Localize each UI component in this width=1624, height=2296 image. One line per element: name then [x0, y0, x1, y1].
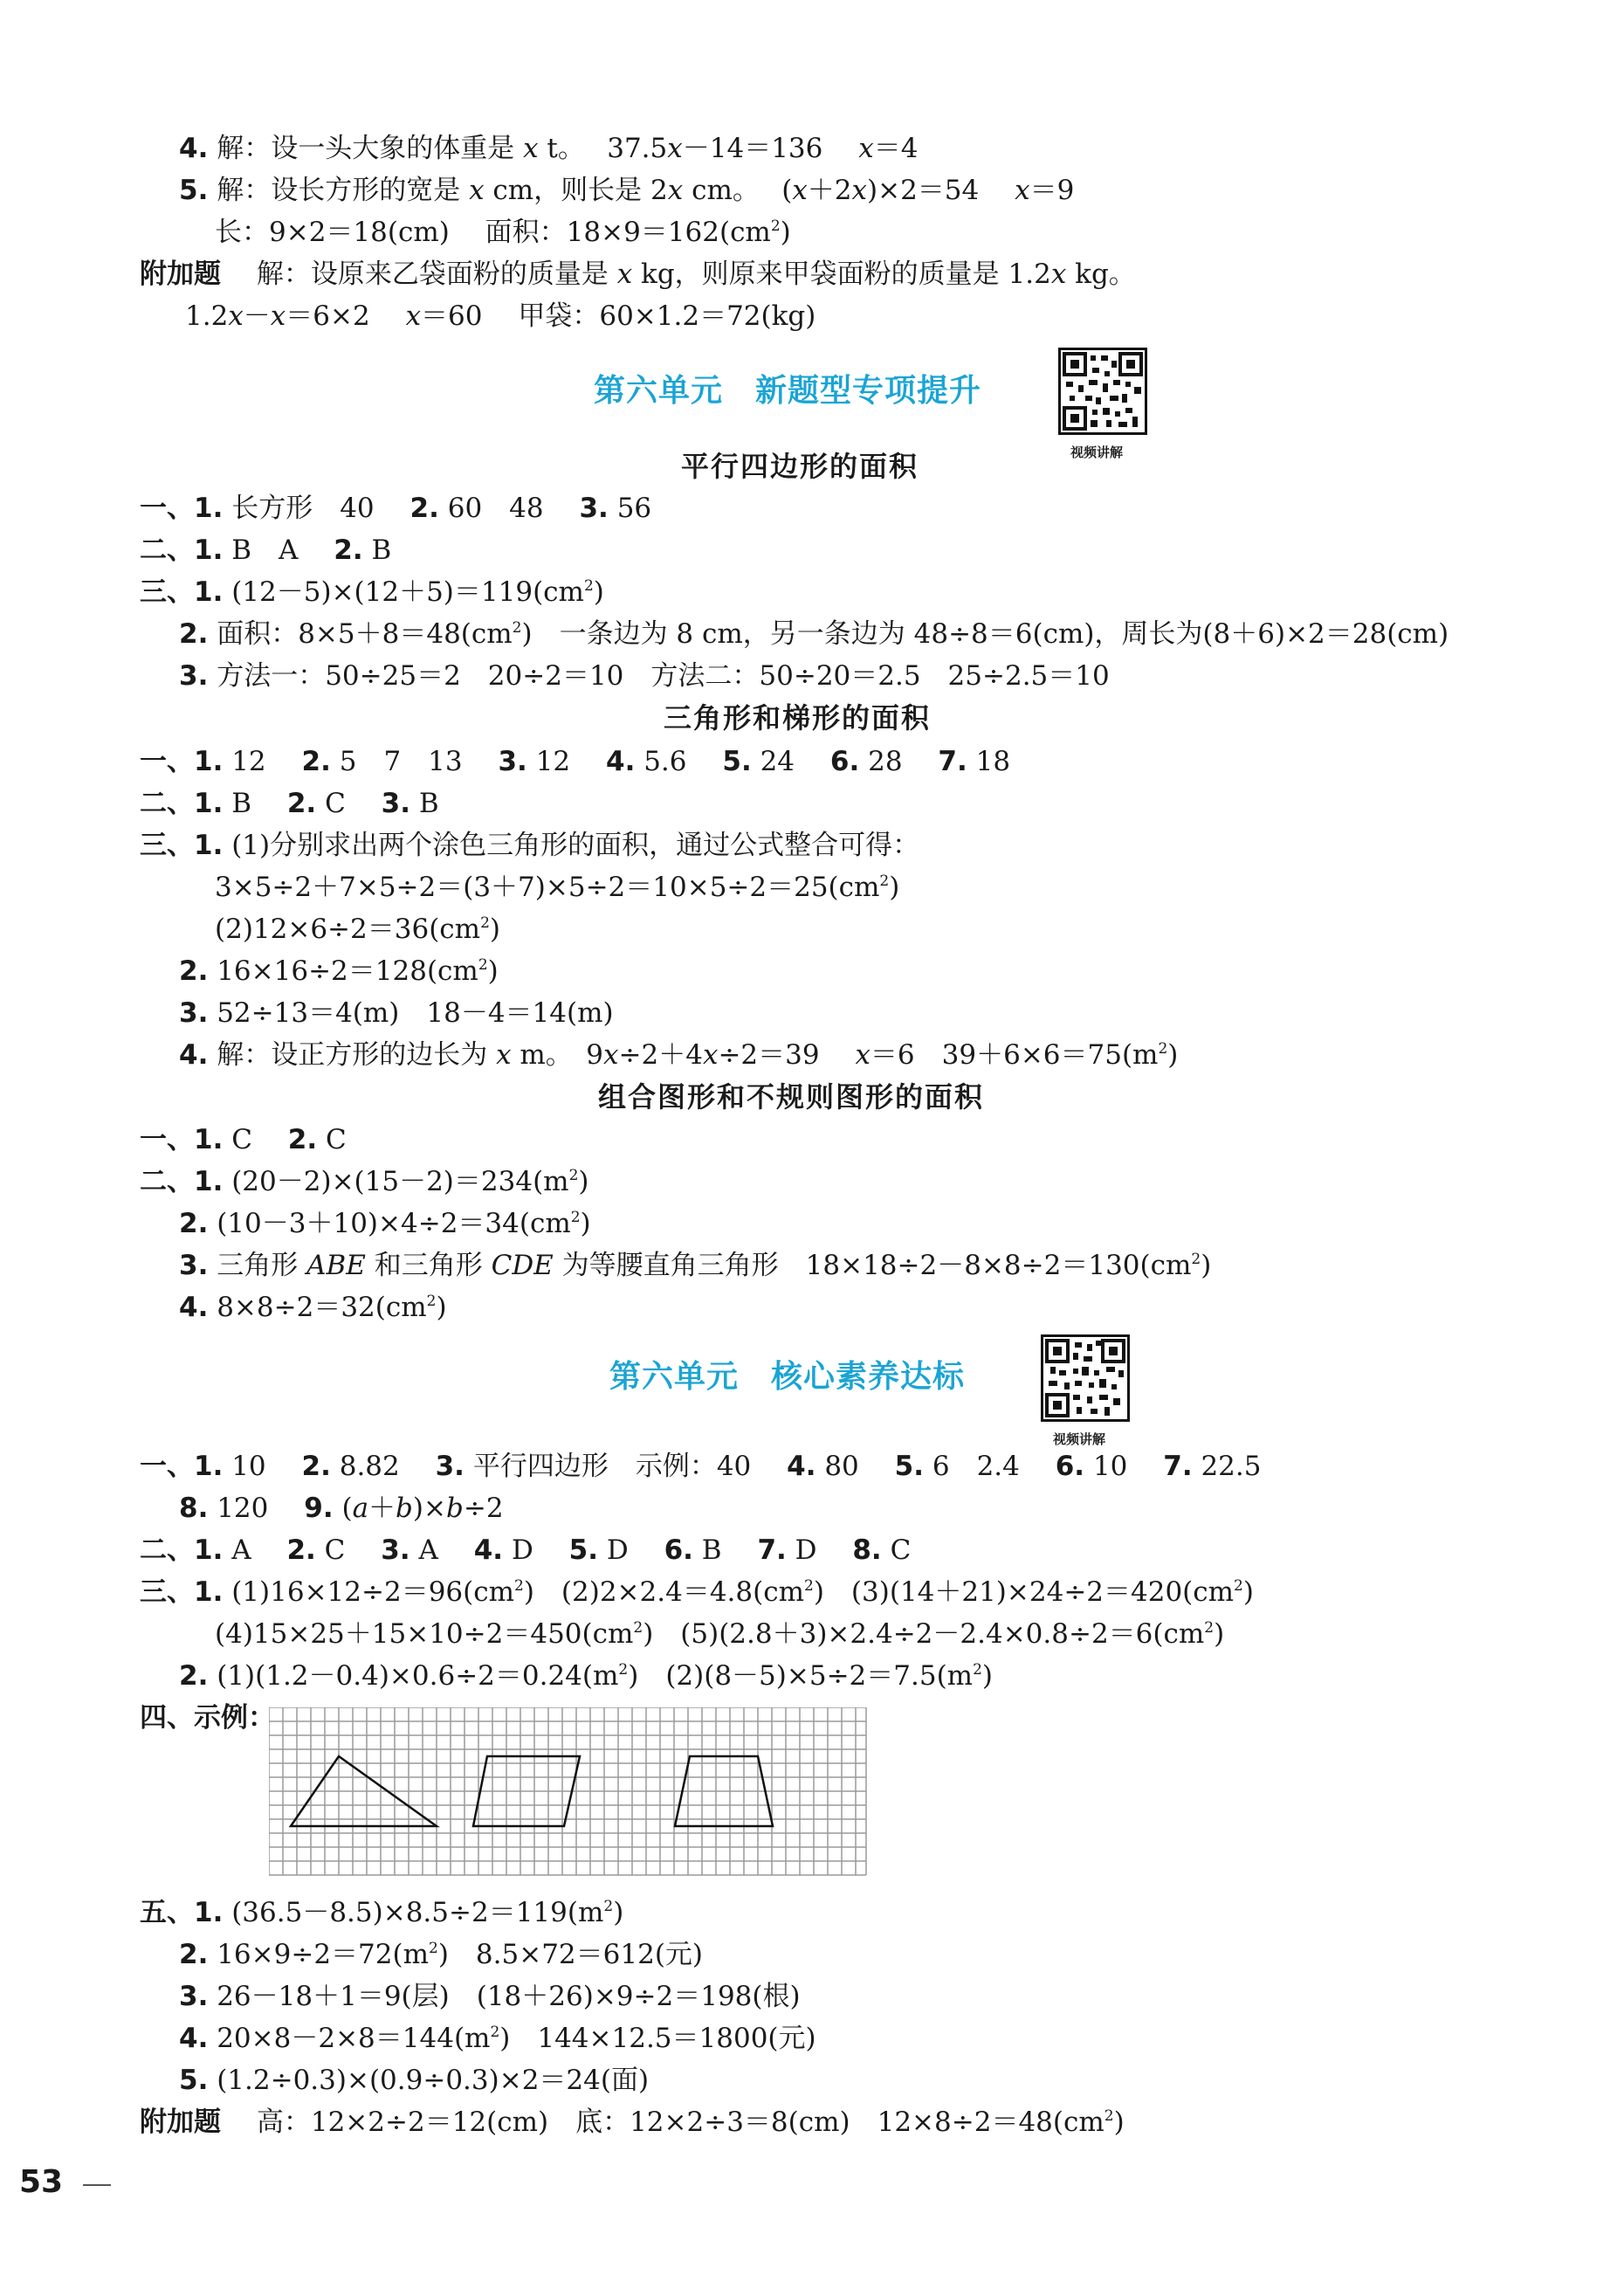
answer-line: $3\times 5\div 2+7\times 5\div 2=(3+7)\times 5\div 2=10\times 5\div 2=25(cm^2)$ [215, 872, 900, 903]
answer-line: 一、1. 10 2. 8.82 3. 平行四边形 示例：40 4. 80 5. 6 2.4 6. 10 7. 22.5 [140, 1451, 1262, 1482]
example-label: 四、示例： [140, 1702, 275, 1734]
subsection-title: 三角形和梯形的面积 [664, 701, 932, 734]
answer-line: 长：9×2＝18(cm) 面积：$18\times 9=162(cm^2)$ [215, 217, 791, 248]
answer-line: 三、1. $(12-5)\times(12+5)=119(cm^2)$ [140, 576, 604, 608]
grid-figure [269, 1707, 868, 1882]
answer-line: 4. $20\times 8-2\times 8=144(m^2)$ 144×12.5＝1800(元) [179, 2023, 816, 2054]
answer-line: 二、1. $(20-2)\times(15-2)=234(m^2)$ [140, 1166, 589, 1197]
qr-caption: 视频讲解 [1053, 1431, 1106, 1447]
page-number-rule [83, 2184, 111, 2186]
answer-line: 附加题 高：12×2÷2＝12(cm) 底：12×2÷3＝8(cm) $12\times 8\div 2=48(cm^2)$ [140, 2106, 1125, 2138]
answer-line: 附加题 解：设原来乙袋面粉的质量是 x kg，则原来甲袋面粉的质量是 1.2x kg。 [140, 259, 1136, 290]
answer-line: 五、1. $(36.5-8.5)\times 8.5\div 2=119(m^2)$ [140, 1897, 624, 1928]
section-title: 第六单元 新题型专项提升 [594, 373, 982, 409]
subsection-title: 组合图形和不规则图形的面积 [598, 1080, 985, 1114]
page-number: 53 [19, 2164, 64, 2200]
answer-line: $(2)12\times 6\div 2=36(cm^2)$ [215, 914, 500, 945]
answer-line: 2. 面积：$8\times 5+8=48(cm^2)$ 一条边为 8 cm，另一条边为 48÷8＝6(cm)，周长为(8＋6)×2＝28(cm) [179, 618, 1449, 650]
answer-line: 三、1. $(1)16\times 12\div 2=96(cm^2)$ $(2)2\times 2.4=4.8(cm^2)$ $(3)(14+21)\times 24\div 2=420(cm^2)$ [140, 1576, 1254, 1608]
answer-line: 3. 三角形 ABE 和三角形 CDE 为等腰直角三角形 $18\times 18\div 2-8\times 8\div 2=130(cm^2)$ [179, 1250, 1212, 1281]
qr-caption: 视频讲解 [1070, 445, 1124, 460]
answer-line: 一、1. 12 2. 5 7 13 3. 12 4. 5.6 5. 24 6. 28 7. 18 [140, 746, 1011, 777]
answer-line: 一、1. C 2. C [140, 1124, 347, 1155]
answer-line: 5. (1.2÷0.3)×(0.9÷0.3)×2＝24(面) [179, 2065, 650, 2096]
section-title: 第六单元 核心素养达标 [609, 1359, 966, 1395]
answer-line: 4. 解：设正方形的边长为 x m。 9x÷2＋4x÷2＝39 x＝6 $39+6\times 6=75(m^2)$ [179, 1039, 1179, 1071]
answer-line: 2. $16\times 16\div 2=128(cm^2)$ [179, 955, 499, 987]
answer-line: 4. 解：设一头大象的体重是 x t。 37.5x－14＝136 x＝4 [179, 133, 919, 164]
answer-line: 一、1. 长方形 40 2. 60 48 3. 56 [140, 493, 652, 524]
answer-line: 3. 26－18＋1＝9(层) (18＋26)×9÷2＝198(根) [179, 1981, 801, 2012]
answer-line: 三、1. (1)分别求出两个涂色三角形的面积，通过公式整合可得： [140, 830, 920, 861]
answer-line: 8. 120 9. (a＋b)×b÷2 [179, 1493, 504, 1524]
answer-line: 2. $(1)(1.2-0.4)\times 0.6\div 2=0.24(m^2)$ $(2)(8-5)\times 5\div 2=7.5(m^2)$ [179, 1660, 993, 1692]
answer-line: 二、1. A 2. C 3. A 4. D 5. D 6. B 7. D 8. C [140, 1534, 912, 1566]
answer-line: 1.2x－x＝6×2 x＝60 甲袋：60×1.2＝72(kg) [185, 300, 816, 332]
answer-line: 2. $(10-3+10)\times 4\div 2=34(cm^2)$ [179, 1208, 591, 1239]
answer-line: 5. 解：设长方形的宽是 x cm，则长是 2x cm。 (x＋2x)×2＝54 x＝9 [179, 175, 1075, 206]
answer-line: 3. 52÷13＝4(m) 18－4＝14(m) [179, 997, 614, 1029]
answer-line: 2. $16\times 9\div 2=72(m^2)$ 8.5×72＝612(元) [179, 1939, 704, 1970]
answer-line: 4. $8\times 8\div 2=32(cm^2)$ [179, 1292, 447, 1323]
qr-code-icon[interactable] [1058, 348, 1147, 435]
answer-line: $(4)15\times 25+15\times 10\div 2=450(cm^2)$ $(5)(2.8+3)\times 2.4\div 2-2.4\times 0.8\div 2=6(cm^2)$ [215, 1618, 1225, 1650]
answer-line: 二、1. B A 2. B [140, 534, 392, 566]
subsection-title: 平行四边形的面积 [681, 450, 919, 483]
grid-lines [269, 1707, 866, 1875]
qr-code-icon[interactable] [1041, 1334, 1130, 1422]
answer-line: 二、1. B 2. C 3. B [140, 788, 439, 819]
answer-line: 3. 方法一：50÷25＝2 20÷2＝10 方法二：50÷20＝2.5 25÷2.5＝10 [179, 660, 1110, 692]
